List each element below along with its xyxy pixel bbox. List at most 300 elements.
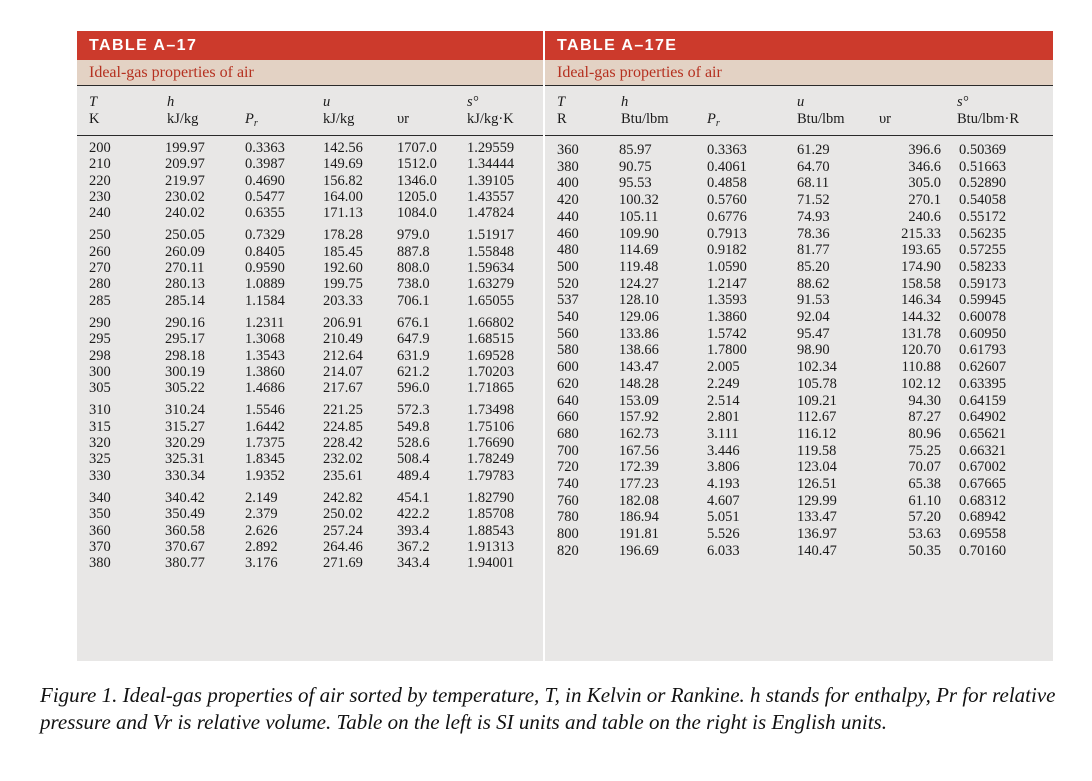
table-cell: 0.3363 (245, 140, 285, 156)
table-cell: 6.033 (707, 542, 740, 559)
table-cell: 199.97 (165, 140, 205, 156)
table-cell: 0.8405 (245, 243, 285, 260)
table-cell: 105.78 (797, 375, 837, 392)
table-cell: 1.66802 (467, 314, 515, 331)
table-row (77, 364, 543, 380)
table-cell: 660 (557, 409, 579, 426)
table-cell: 3.446 (707, 442, 740, 459)
table-cell: 631.9 (397, 347, 430, 364)
table-cell: 91.53 (797, 292, 830, 309)
table-cell: 537 (557, 292, 579, 309)
table-cell: 320.29 (165, 435, 205, 452)
table-cell: 212.64 (323, 347, 363, 364)
table-cell: 305.22 (165, 380, 205, 397)
table-cell: 1.2147 (707, 275, 747, 292)
table-cell: 64.70 (797, 158, 830, 175)
table-cell: 171.13 (323, 205, 363, 222)
table-cell: 0.60950 (959, 325, 1007, 342)
table-cell: 1.8345 (245, 451, 285, 468)
table-cell: 1.78249 (467, 451, 515, 468)
table-cell: 250 (89, 227, 111, 244)
table-cell: 2.801 (707, 409, 740, 426)
table-cell: 540 (557, 309, 579, 326)
table-cell: 528.6 (397, 435, 430, 452)
table-cell: 330 (89, 467, 111, 484)
table-cell: 81.77 (797, 242, 830, 259)
table-cell: 621.2 (397, 363, 430, 380)
table-cell: 110.88 (901, 359, 941, 376)
table-cell: 114.69 (619, 242, 659, 259)
column-unit: R (557, 111, 567, 127)
table-cell: 126.51 (797, 476, 837, 493)
table-cell: 0.6355 (245, 205, 285, 222)
column-symbol: T (557, 94, 566, 110)
table-row (545, 175, 1053, 192)
row-group (77, 486, 543, 573)
column-unit: Btu/lbm (621, 111, 669, 127)
table-row (545, 459, 1053, 476)
table-cell: 240.02 (165, 205, 205, 222)
table-cell: 2.892 (245, 538, 278, 555)
table-row (545, 526, 1053, 543)
table-cell: 2.249 (707, 375, 740, 392)
table-cell: 350 (89, 506, 111, 523)
table-cell: 1.76690 (467, 435, 515, 452)
table-cell: 1.82790 (467, 489, 515, 506)
table-cell: 133.86 (619, 325, 659, 342)
table-cell: 140.47 (797, 542, 837, 559)
table-cell: 210.49 (323, 331, 363, 348)
column-symbol-main: P (707, 111, 716, 127)
table-row (545, 342, 1053, 359)
table-cell: 887.8 (397, 243, 430, 260)
table-cell: 224.85 (323, 418, 363, 435)
table-cell: 124.27 (619, 275, 659, 292)
table-row (77, 419, 543, 435)
table-cell: 680 (557, 425, 579, 442)
figure-caption: Figure 1. Ideal-gas properties of air sorted by temperature, T, in Kelvin or Rankine. h stands for enthalpy, Pr for relative pressure and Vr is relative volume. Table on the left is SI units and table on the right is English units. (40, 683, 1056, 734)
table-cell: 285 (89, 292, 111, 309)
table-row (545, 426, 1053, 443)
table-cell: 200 (89, 140, 111, 156)
table-cell: 174.90 (901, 258, 941, 275)
table-row (77, 555, 543, 573)
table-cell: 340.42 (165, 489, 205, 506)
table-row (545, 159, 1053, 176)
table-row (545, 409, 1053, 426)
table-cell: 94.30 (908, 392, 941, 409)
table-row (77, 331, 543, 347)
table-cell: 820 (557, 542, 579, 559)
table-cell: 676.1 (397, 314, 430, 331)
table-cell: 0.9182 (707, 242, 747, 259)
table-cell: 0.50369 (959, 142, 1007, 158)
table-cell: 85.97 (619, 142, 652, 158)
table-cell: 149.69 (323, 156, 363, 173)
table-cell: 706.1 (397, 292, 430, 309)
table-row (545, 326, 1053, 343)
table-cell: 61.29 (797, 142, 830, 158)
table-cell: 560 (557, 325, 579, 342)
table-cell: 3.176 (245, 555, 278, 572)
table-cell: 4.607 (707, 492, 740, 509)
table-cell: 340 (89, 489, 111, 506)
table-cell: 1.47824 (467, 205, 515, 222)
table-cell: 0.58233 (959, 258, 1007, 275)
table-row (77, 244, 543, 260)
table-cell: 572.3 (397, 402, 430, 419)
table-cell: 310.24 (165, 402, 205, 419)
table-cell: 70.07 (908, 459, 941, 476)
table-cell: 191.81 (619, 526, 659, 543)
table-cell: 0.64159 (959, 392, 1007, 409)
table-cell: 162.73 (619, 425, 659, 442)
table-row (545, 209, 1053, 226)
table-cell: 0.6776 (707, 208, 747, 225)
table-cell: 0.55172 (959, 208, 1007, 225)
table-cell: 210 (89, 156, 111, 173)
table-cell: 102.34 (797, 359, 837, 376)
table-cell: 182.08 (619, 492, 659, 509)
column-unit (241, 111, 319, 136)
table-cell: 979.0 (397, 227, 430, 244)
table-cell: 1707.0 (397, 140, 437, 156)
table-cell: 148.28 (619, 375, 659, 392)
table-cell: 1.34444 (467, 156, 515, 173)
table-cell: 360 (557, 142, 579, 158)
table-row (545, 136, 1053, 159)
table-cell: 0.4061 (707, 158, 747, 175)
table-cell: 123.04 (797, 459, 837, 476)
table-cell: 112.67 (797, 409, 837, 426)
table-cell: 330.34 (165, 467, 205, 484)
table-cell: 0.70160 (959, 542, 1007, 559)
table-subtitle: Ideal-gas properties of air (77, 60, 543, 86)
table-cell: 230 (89, 188, 111, 205)
table-cell: 0.67002 (959, 459, 1007, 476)
table-row (77, 468, 543, 486)
table-cell: 120.70 (901, 342, 941, 359)
table-row (545, 476, 1053, 493)
table-cell: 0.3363 (707, 142, 747, 158)
table-cell: 178.28 (323, 227, 363, 244)
table-cell: 0.5477 (245, 188, 285, 205)
table-row (77, 223, 543, 243)
table-cell: 1.68515 (467, 331, 515, 348)
column-symbol (703, 86, 793, 111)
table-cell: 1.3068 (245, 331, 285, 348)
table-cell: 172.39 (619, 459, 659, 476)
table-cell: 1.69528 (467, 347, 515, 364)
table-cell: 221.25 (323, 402, 363, 419)
table-cell: 92.04 (797, 309, 830, 326)
column-symbol: h (167, 94, 175, 110)
table-cell: 61.10 (908, 492, 941, 509)
column-unit: υr (879, 111, 892, 127)
table-cell: 1.0590 (707, 258, 747, 275)
table-cell: 3.111 (707, 425, 739, 442)
row-group (77, 223, 543, 310)
table-cell: 85.20 (797, 258, 830, 275)
table-cell: 138.66 (619, 342, 659, 359)
table-row (77, 293, 543, 311)
table-cell: 250.05 (165, 227, 205, 244)
table-cell: 350.49 (165, 506, 205, 523)
table-cell: 250.02 (323, 506, 363, 523)
table-row (77, 451, 543, 467)
table-row (77, 189, 543, 205)
table-cell: 128.10 (619, 292, 659, 309)
column-symbol: s° (467, 94, 479, 110)
table-cell: 0.52890 (959, 175, 1007, 192)
table-cell: 0.9590 (245, 260, 285, 277)
table-cell: 203.33 (323, 292, 363, 309)
table-cell: 119.48 (619, 258, 659, 275)
table-cell: 1.2311 (245, 314, 285, 331)
table-cell: 71.52 (797, 192, 830, 209)
table-row (77, 380, 543, 398)
table-cell: 1.51917 (467, 227, 515, 244)
table-cell: 185.45 (323, 243, 363, 260)
column-symbol (241, 86, 319, 111)
table-row (77, 539, 543, 555)
table-cell: 143.47 (619, 359, 659, 376)
table-row (545, 292, 1053, 309)
table-cell: 370 (89, 538, 111, 555)
table-cell: 240.6 (908, 208, 941, 225)
table-body (545, 136, 1053, 560)
table-cell: 80.96 (908, 425, 941, 442)
table-cell: 75.25 (908, 442, 941, 459)
table-cell: 270.1 (908, 192, 941, 209)
table-cell: 1.0889 (245, 276, 285, 293)
table-cell: 119.58 (797, 442, 837, 459)
table-cell: 1.71865 (467, 380, 515, 397)
table-row (545, 543, 1053, 560)
table-cell: 235.61 (323, 467, 363, 484)
table-cell: 0.5760 (707, 192, 747, 209)
table-cell: 1346.0 (397, 172, 437, 189)
table-cell: 1.4686 (245, 380, 285, 397)
table-row (545, 192, 1053, 209)
table-cell: 199.75 (323, 276, 363, 293)
table-row (77, 276, 543, 292)
table-cell: 1084.0 (397, 205, 437, 222)
table-cell: 620 (557, 375, 579, 392)
table-cell: 280 (89, 276, 111, 293)
table-cell: 360.58 (165, 522, 205, 539)
table-cell: 0.56235 (959, 225, 1007, 242)
table-cell: 264.46 (323, 538, 363, 555)
table-cell: 2.149 (245, 489, 278, 506)
column-unit: Btu/lbm·R (957, 111, 1020, 127)
table-cell: 1.1584 (245, 292, 285, 309)
table-cell: 298 (89, 347, 111, 364)
table-cell: 2.626 (245, 522, 278, 539)
table-cell: 1.75106 (467, 418, 515, 435)
table-cell: 271.69 (323, 555, 363, 572)
table-cell: 186.94 (619, 509, 659, 526)
table-row (545, 509, 1053, 526)
table-cell: 600 (557, 359, 579, 376)
table-cell: 220 (89, 172, 111, 189)
table-cell: 2.379 (245, 506, 278, 523)
table-cell: 209.97 (165, 156, 205, 173)
table-cell: 0.59945 (959, 292, 1007, 309)
table-row (545, 242, 1053, 259)
table-cell: 0.65621 (959, 425, 1007, 442)
table-cell: 300 (89, 363, 111, 380)
table-cell: 100.32 (619, 192, 659, 209)
table-cell: 214.07 (323, 363, 363, 380)
table-cell: 50.35 (908, 542, 941, 559)
table-cell: 0.54058 (959, 192, 1007, 209)
table-row (77, 348, 543, 364)
column-unit: kJ/kg (167, 111, 199, 127)
column-symbol (393, 86, 463, 111)
table-cell: 116.12 (797, 425, 837, 442)
table-cell: 290 (89, 314, 111, 331)
table-cell: 346.6 (908, 158, 941, 175)
table-row (545, 359, 1053, 376)
table-cell: 206.91 (323, 314, 363, 331)
table-cell: 1.94001 (467, 555, 515, 572)
table-row (77, 398, 543, 418)
column-unit: υr (397, 111, 410, 127)
table-cell: 1.79783 (467, 467, 515, 484)
table-cell: 0.68312 (959, 492, 1007, 509)
table-cell: 420 (557, 192, 579, 209)
table-cell: 109.21 (797, 392, 837, 409)
table-cell: 700 (557, 442, 579, 459)
table-cell: 98.90 (797, 342, 830, 359)
table-cell: 1.5742 (707, 325, 747, 342)
table-cell: 305 (89, 380, 111, 397)
column-unit: kJ/kg·K (467, 111, 514, 127)
table-cell: 1.6442 (245, 418, 285, 435)
table-row (77, 205, 543, 223)
table-cell: 400 (557, 175, 579, 192)
table-cell: 153.09 (619, 392, 659, 409)
table-row (77, 486, 543, 506)
table-cell: 1.7800 (707, 342, 747, 359)
table-cell: 295 (89, 331, 111, 348)
table-cell: 780 (557, 509, 579, 526)
table-cell: 1.7375 (245, 435, 285, 452)
table-cell: 720 (557, 459, 579, 476)
table-cell: 0.64902 (959, 409, 1007, 426)
column-unit: Btu/lbm (797, 111, 845, 127)
column-headers (545, 86, 1053, 136)
table-cell: 167.56 (619, 442, 659, 459)
table-cell: 800 (557, 526, 579, 543)
column-unit (703, 111, 793, 136)
table-row (545, 443, 1053, 460)
table-cell: 320 (89, 435, 111, 452)
table-cell: 196.69 (619, 542, 659, 559)
table-cell: 1.5546 (245, 402, 285, 419)
table-cell: 0.62607 (959, 359, 1007, 376)
table-a17e-english (545, 31, 1053, 661)
table-row (77, 435, 543, 451)
table-cell: 270.11 (165, 260, 205, 277)
table-cell: 157.92 (619, 409, 659, 426)
table-cell: 68.11 (797, 175, 830, 192)
table-cell: 95.53 (619, 175, 652, 192)
table-cell: 367.2 (397, 538, 430, 555)
table-cell: 280.13 (165, 276, 205, 293)
table-row (545, 376, 1053, 393)
column-symbol: s° (957, 94, 969, 110)
column-symbol-subscript: r (715, 118, 720, 129)
table-cell: 136.97 (797, 526, 837, 543)
table-cell: 808.0 (397, 260, 430, 277)
table-cell: 380.77 (165, 555, 205, 572)
table-cell: 0.4858 (707, 175, 747, 192)
table-cell: 380 (557, 158, 579, 175)
table-cell: 1.39105 (467, 172, 515, 189)
table-cell: 325.31 (165, 451, 205, 468)
table-cell: 760 (557, 492, 579, 509)
table-row (545, 276, 1053, 293)
table-cell: 454.1 (397, 489, 430, 506)
table-cell: 230.02 (165, 188, 205, 205)
table-a17-si (77, 31, 543, 661)
table-cell: 129.06 (619, 309, 659, 326)
table-cell: 315.27 (165, 418, 205, 435)
table-cell: 396.6 (908, 142, 941, 158)
table-cell: 305.0 (908, 175, 941, 192)
table-cell: 144.32 (901, 309, 941, 326)
table-cell: 1.3860 (707, 309, 747, 326)
table-row (77, 173, 543, 189)
table-cell: 2.514 (707, 392, 740, 409)
table-cell: 298.18 (165, 347, 205, 364)
table-cell: 0.7913 (707, 225, 747, 242)
table-cell: 393.4 (397, 522, 430, 539)
table-cell: 489.4 (397, 467, 430, 484)
table-cell: 1.3860 (245, 363, 285, 380)
table-cell: 1.55848 (467, 243, 515, 260)
table-cell: 1205.0 (397, 188, 437, 205)
table-cell: 1.85708 (467, 506, 515, 523)
table-cell: 1.91313 (467, 538, 515, 555)
table-cell: 102.12 (901, 375, 941, 392)
table-cell: 0.4690 (245, 172, 285, 189)
table-cell: 295.17 (165, 331, 205, 348)
table-cell: 260 (89, 243, 111, 260)
table-cell: 1.29559 (467, 140, 515, 156)
table-cell: 5.051 (707, 509, 740, 526)
table-cell: 53.63 (908, 526, 941, 543)
table-row (545, 309, 1053, 326)
table-cell: 0.60078 (959, 309, 1007, 326)
column-unit: kJ/kg (323, 111, 355, 127)
table-cell: 105.11 (619, 208, 659, 225)
table-cell: 549.8 (397, 418, 430, 435)
table-cell: 285.14 (165, 292, 205, 309)
table-cell: 290.16 (165, 314, 205, 331)
table-cell: 1.43557 (467, 188, 515, 205)
table-cell: 257.24 (323, 522, 363, 539)
table-cell: 90.75 (619, 158, 652, 175)
table-cell: 193.65 (901, 242, 941, 259)
table-row (545, 226, 1053, 243)
table-cell: 260.09 (165, 243, 205, 260)
table-cell: 0.7329 (245, 227, 285, 244)
table-cell: 240 (89, 205, 111, 222)
table-cell: 380 (89, 555, 111, 572)
